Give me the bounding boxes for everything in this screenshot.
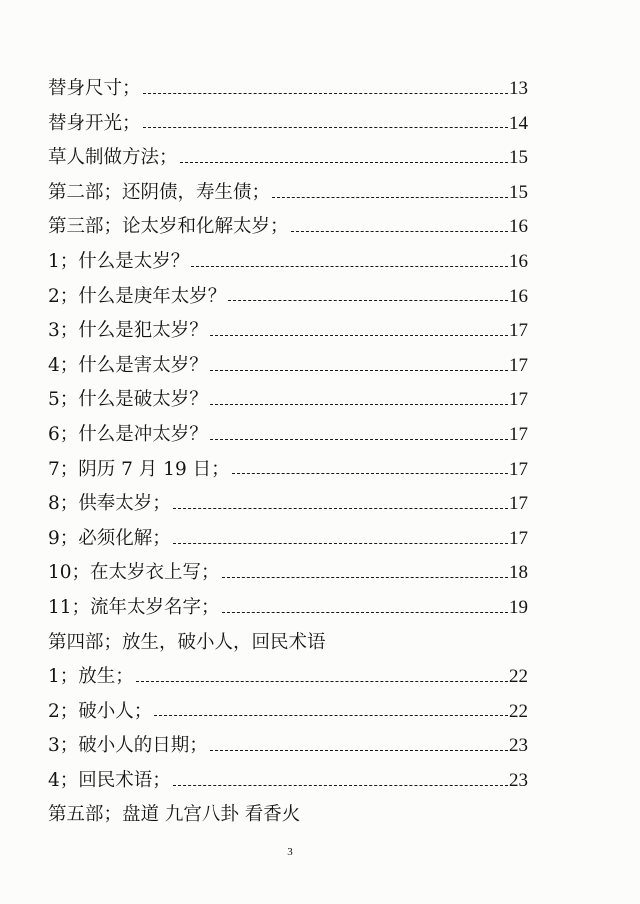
toc-entry bbox=[48, 210, 528, 245]
toc-entry-page: 18 bbox=[509, 562, 528, 584]
toc-entry bbox=[48, 176, 528, 211]
toc-entry-title: 4；回民术语； bbox=[48, 769, 171, 791]
toc-entry-page: 23 bbox=[509, 769, 528, 791]
toc-entry bbox=[48, 487, 528, 522]
toc-entry bbox=[48, 107, 528, 142]
toc-entry-title: 替身尺寸； bbox=[48, 78, 141, 99]
toc-entry bbox=[48, 453, 528, 488]
toc-entry-title: 10；在太岁衣上写； bbox=[48, 562, 220, 584]
dot-leader bbox=[210, 404, 508, 405]
toc-entry-title: 3；破小人的日期； bbox=[48, 735, 208, 757]
page-number: 3 bbox=[287, 846, 293, 858]
toc-entry-page: 22 bbox=[509, 666, 528, 688]
toc-entry-title: 2；什么是庚年太岁？ bbox=[48, 285, 227, 307]
toc-entry bbox=[48, 383, 528, 418]
toc-entry-page: 16 bbox=[509, 250, 528, 272]
toc-entry bbox=[48, 141, 528, 176]
dot-leader bbox=[173, 785, 508, 786]
dot-leader bbox=[136, 681, 508, 682]
toc-entry-title: 2；破小人； bbox=[48, 700, 153, 722]
toc-entry-title: 3；什么是犯太岁？ bbox=[48, 320, 208, 342]
toc-entry bbox=[48, 729, 528, 764]
dot-leader bbox=[154, 715, 508, 716]
toc-entry bbox=[48, 764, 528, 799]
toc-entry-page: 17 bbox=[509, 493, 528, 515]
toc-entry bbox=[48, 314, 528, 349]
toc-entry-title: 1；什么是太岁？ bbox=[48, 250, 190, 272]
toc-entry-page: 22 bbox=[509, 700, 528, 722]
dot-leader bbox=[210, 335, 508, 336]
dot-leader bbox=[173, 543, 508, 544]
toc-entry bbox=[48, 280, 528, 315]
toc-section-heading bbox=[48, 626, 528, 661]
dot-leader bbox=[232, 473, 508, 474]
toc-entry bbox=[48, 556, 528, 591]
toc-entry bbox=[48, 72, 528, 107]
toc-entry-title: 5；什么是破太岁？ bbox=[48, 389, 208, 411]
toc-entry-page: 16 bbox=[509, 216, 528, 238]
toc-entry-title: 11；流年太岁名字； bbox=[48, 596, 220, 618]
toc-entry-title: 第三部；论太岁和化解太岁； bbox=[48, 216, 289, 238]
toc-entry-title: 4；什么是害太岁？ bbox=[48, 354, 208, 376]
toc-entry-page: 13 bbox=[509, 78, 528, 99]
toc-entry-page: 17 bbox=[509, 527, 528, 549]
dot-leader bbox=[210, 439, 508, 440]
dot-leader bbox=[191, 266, 508, 267]
toc-section-title: 第四部；放生，破小人，回民术语 bbox=[48, 631, 326, 653]
dot-leader bbox=[222, 577, 508, 578]
toc-entry-page: 17 bbox=[509, 354, 528, 376]
dot-leader bbox=[272, 197, 508, 198]
toc-entry-page: 17 bbox=[509, 458, 528, 480]
toc-entry bbox=[48, 522, 528, 557]
dot-leader bbox=[143, 93, 508, 94]
toc-entry-title: 草人制做方法； bbox=[48, 147, 178, 169]
dot-leader bbox=[210, 370, 508, 371]
dot-leader bbox=[180, 162, 508, 163]
toc-entry-title: 6；什么是冲太岁？ bbox=[48, 423, 208, 445]
toc-entry bbox=[48, 245, 528, 280]
toc-entry-page: 17 bbox=[509, 423, 528, 445]
toc-entry bbox=[48, 591, 528, 626]
toc-entry-page: 16 bbox=[509, 285, 528, 307]
toc-entry-title: 1；放生； bbox=[48, 666, 134, 688]
toc-entry bbox=[48, 418, 528, 453]
toc-entry-title: 9；必须化解； bbox=[48, 527, 171, 549]
dot-leader bbox=[173, 508, 508, 509]
toc-entry-page: 15 bbox=[509, 147, 528, 169]
dot-leader bbox=[222, 612, 508, 613]
toc-entry bbox=[48, 660, 528, 695]
dot-leader bbox=[143, 127, 508, 128]
toc-entry-page: 19 bbox=[509, 596, 528, 618]
dot-leader bbox=[228, 300, 508, 301]
toc-entry-title: 替身开光； bbox=[48, 112, 141, 134]
toc-entry-page: 17 bbox=[509, 389, 528, 411]
toc-entry-page: 14 bbox=[509, 112, 528, 134]
dot-leader bbox=[210, 750, 508, 751]
toc-section-heading bbox=[48, 798, 528, 833]
toc-entry-title: 7；阴历 7 月 19 日； bbox=[48, 458, 230, 480]
table-of-contents bbox=[48, 72, 528, 833]
toc-entry-page: 15 bbox=[509, 181, 528, 203]
toc-section-title: 第五部；盘道 九宫八卦 看香火 bbox=[48, 804, 301, 826]
toc-entry-page: 23 bbox=[509, 735, 528, 757]
toc-entry bbox=[48, 695, 528, 730]
toc-entry bbox=[48, 349, 528, 384]
dot-leader bbox=[291, 231, 508, 232]
toc-entry-page: 17 bbox=[509, 320, 528, 342]
toc-entry-title: 第二部；还阴债，寿生债； bbox=[48, 181, 271, 203]
toc-entry-title: 8；供奉太岁； bbox=[48, 493, 171, 515]
